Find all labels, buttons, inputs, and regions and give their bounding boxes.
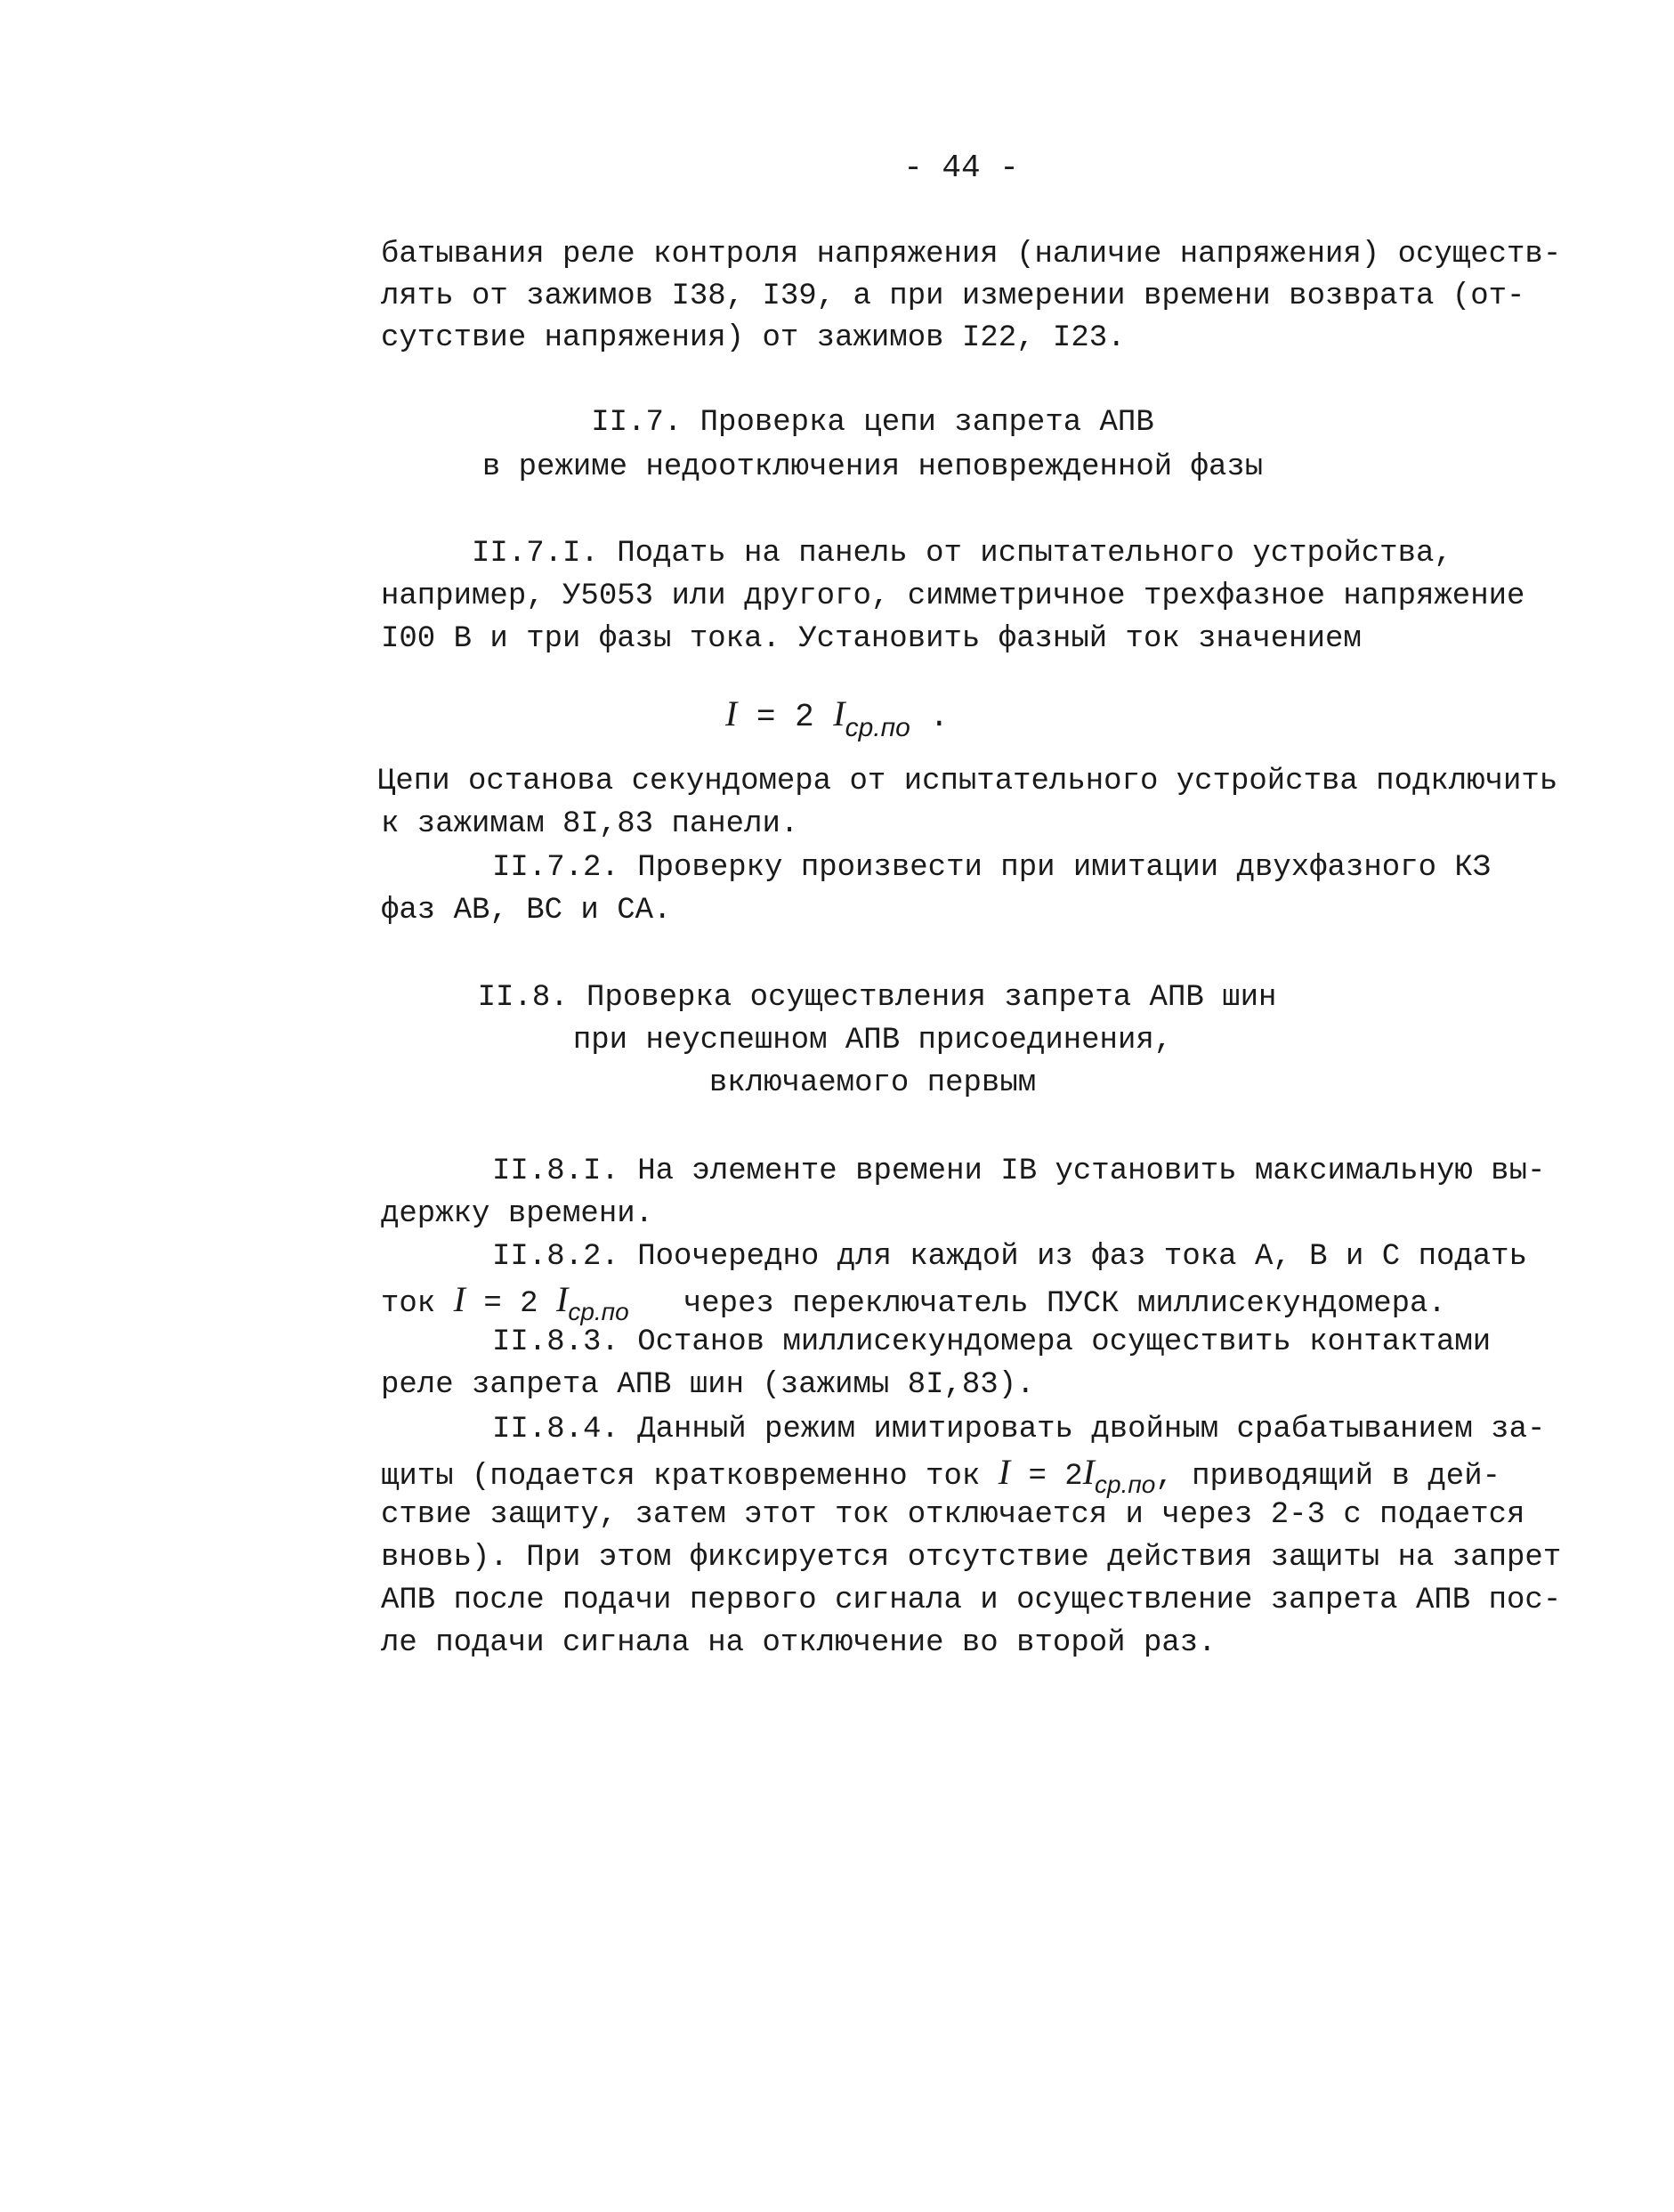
section-11-8-heading-line-1: II.8. Проверка осуществления запрета АПВ шин (477, 981, 1277, 1015)
para-11-8-4-line-1: II.8.4. Данный режим имитировать двойным срабатыванием за- (492, 1413, 1546, 1446)
para-11-7-1b-line-2: к зажимам 8I,83 панели. (381, 807, 799, 841)
para-11-8-2-post: через переключатель ПУСК миллисекундомера. (683, 1287, 1446, 1321)
para-11-8-4-equals: = 2 (1028, 1460, 1083, 1494)
para-11-8-2-line-2 (381, 1279, 1446, 1325)
para-11-8-2-symbol-i: I (453, 1279, 465, 1319)
section-11-7-heading-line-1: II.7. Проверка цепи запрета АПВ (591, 406, 1154, 440)
para-11-7-1-line-3: I00 В и три фазы тока. Установить фазный ток значением (381, 622, 1362, 656)
para-11-8-1-line-2: держку времени. (381, 1197, 654, 1231)
formula-symbol-i2: I (833, 693, 845, 733)
intro-line-3: сутствие напряжения) от зажимов I22, I23. (381, 321, 1126, 355)
para-11-8-1-line-1: II.8.I. На элементе времени IВ установить максимальную вы- (492, 1155, 1546, 1188)
intro-line-2: лять от зажимов I38, I39, а при измерении времени возврата (от- (381, 280, 1525, 313)
para-11-8-4-symbol-i2: I (1082, 1452, 1095, 1492)
para-11-7-2-line-1: II.7.2. Проверку произвести при имитации двухфазного КЗ (492, 851, 1492, 885)
section-11-8-heading-line-3: включаемого первым (708, 1066, 1037, 1100)
intro-line-1: батывания реле контроля напряжения (наличие напряжения) осуществ- (381, 238, 1562, 271)
para-11-8-2-equals: = 2 (483, 1287, 538, 1321)
section-11-8-heading-line-2: при неуспешном АПВ присоединения, (572, 1024, 1173, 1057)
para-11-7-1-line-2: например, У5053 или другого, симметричное трехфазное напряжение (381, 579, 1525, 613)
para-11-8-4-line-4: вновь). При этом фиксируется отсутствие действия защиты на запрет (381, 1541, 1562, 1575)
formula-subscript: ср.по (845, 713, 910, 742)
para-11-8-3-line-1: II.8.3. Останов миллисекундомера осуществить контактами (492, 1325, 1492, 1359)
para-11-8-2-symbol-i2: I (555, 1279, 569, 1319)
para-11-8-4-subscript: ср.по (1095, 1471, 1156, 1498)
para-11-8-4-pre: щиты (подается кратковременно ток (381, 1460, 981, 1494)
para-11-8-4-symbol-i: I (998, 1452, 1011, 1492)
para-11-7-1b-line-1: Цепи останова секундомера от испытательного устройства подключить (377, 765, 1558, 798)
para-11-8-2-subscript: ср.по (568, 1298, 629, 1325)
section-11-7-heading-line-2: в режиме недоотключения неповрежденной фазы (481, 450, 1264, 484)
formula-symbol-i: I (724, 693, 738, 733)
para-11-7-2-line-2: фаз АВ, ВС и СА. (381, 894, 672, 928)
formula-equals: = 2 (756, 699, 814, 735)
formula-current (0, 693, 1674, 742)
para-11-7-1-line-1: II.7.I. Подать на панель от испытательного устройства, (472, 537, 1452, 571)
formula-end: . (929, 699, 950, 735)
para-11-8-4-line-3: ствие защиту, затем этот ток отключается и через 2-3 с подается (381, 1498, 1525, 1532)
page-number: - 44 - (903, 150, 1019, 186)
para-11-8-4-line-5: АПВ после подачи первого сигнала и осуществление запрета АПВ пос- (381, 1584, 1562, 1617)
para-11-8-2-pre: ток (381, 1287, 436, 1321)
para-11-8-4-line-6: ле подачи сигнала на отключение во второй раз. (381, 1626, 1217, 1660)
para-11-8-4-post: , приводящий в дей- (1155, 1460, 1501, 1494)
para-11-8-2-line-1: II.8.2. Поочередно для каждой из фаз тока А, В и С подать (492, 1240, 1527, 1274)
para-11-8-3-line-2: реле запрета АПВ шин (зажимы 8I,83). (381, 1368, 1035, 1402)
para-11-8-4-line-2 (381, 1452, 1501, 1498)
